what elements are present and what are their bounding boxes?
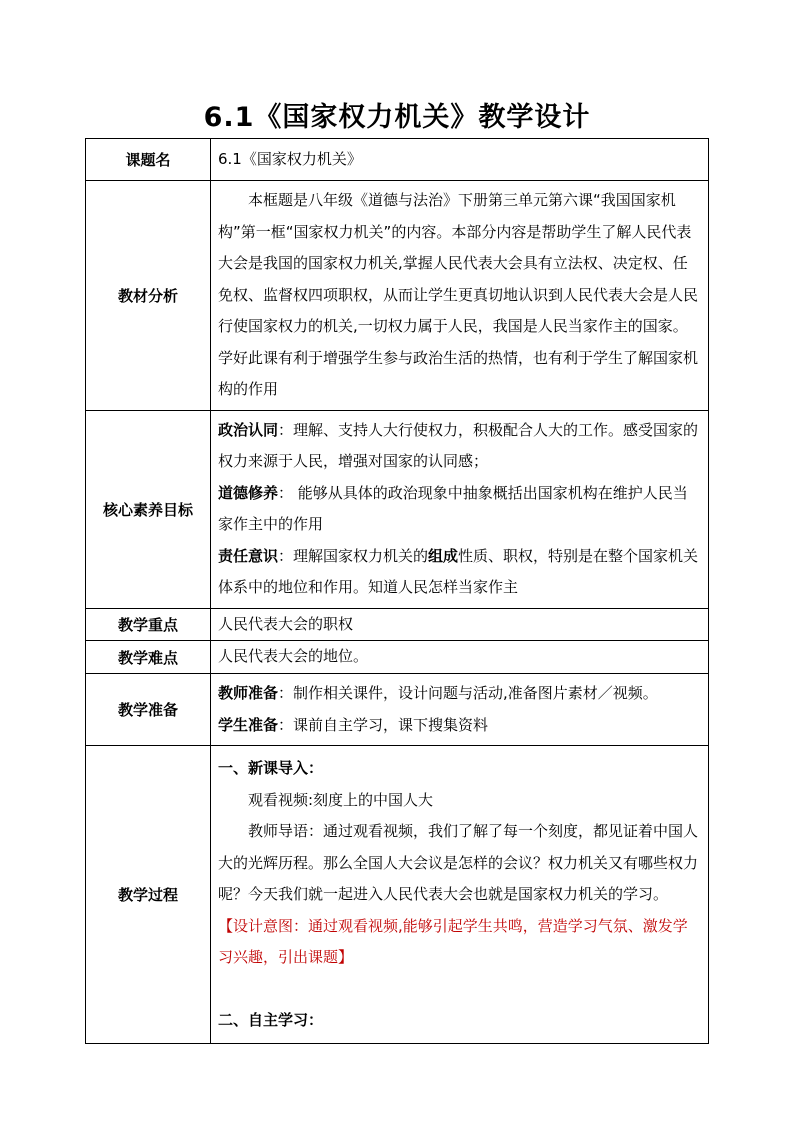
teacher-intro-text: 教师导语：通过观看视频，我们了解了每一个刻度，都见证着中国人大的光辉历程。那么全国人大会议是怎样的会议？权力机关又有哪些权力呢？今天我们就一起进入人民代表大会也就是国家权力机关的学习。 (218, 822, 699, 903)
goal-text: ：理解、支持人大行使权力，积极配合人大的工作。感受国家的权力来源于人民，增强对国家的认同感； (218, 420, 699, 470)
teacher-preparation (218, 678, 701, 710)
goal-text-emphasis: 组成 (428, 546, 459, 565)
preparation-content (211, 674, 709, 746)
table-row-topic (86, 139, 709, 181)
lesson-plan-table (85, 138, 709, 1044)
topic-value: 6.1《国家权力机关》 (211, 139, 709, 181)
table-row-textbook-analysis (86, 181, 709, 411)
row-label-preparation: 教学准备 (86, 674, 211, 746)
page-title: 6.1《国家权力机关》教学设计 (203, 102, 591, 133)
preparation-text: ：制作相关课件，设计问题与活动,准备图片素材／视频。 (278, 684, 658, 702)
goal-political-identity (218, 415, 701, 478)
row-label-key-point: 教学重点 (86, 608, 211, 641)
table-row-key-point (86, 608, 709, 641)
section-heading-intro: 一、新课导入： (218, 759, 324, 777)
table-row-difficulty (86, 641, 709, 674)
row-label-topic: 课题名 (86, 139, 211, 181)
goal-text: 性质、职权，特别是在整个国家机关体系中的地位和作用。知道人民怎样当家作主 (218, 546, 699, 596)
goal-text: ：理解国家权力机关的 (278, 546, 429, 565)
goal-heading: 道德修养 (218, 483, 279, 502)
table-row-process (86, 746, 709, 1044)
goal-heading: 责任意识 (218, 546, 279, 565)
row-label-textbook-analysis: 教材分析 (86, 181, 211, 411)
row-label-difficulty: 教学难点 (86, 641, 211, 674)
row-label-core-goals: 核心素养目标 (86, 410, 211, 608)
goal-responsibility (218, 541, 701, 604)
goal-text: ： 能够从具体的政治现象中抽象概括出国家机构在维护人民当家作主中的作用 (218, 483, 688, 533)
student-preparation (218, 710, 701, 742)
preparation-heading: 教师准备 (218, 684, 279, 702)
table-row-core-goals (86, 410, 709, 608)
blank-line (218, 974, 701, 1005)
preparation-text: ：课前自主学习，课下搜集资料 (278, 715, 489, 734)
row-label-process: 教学过程 (86, 746, 211, 1044)
core-goals-content (211, 410, 709, 608)
difficulty-text: 人民代表大会的地位。 (211, 641, 709, 674)
watch-video-text: 观看视频:刻度上的中国人大 (248, 790, 434, 809)
preparation-heading: 学生准备 (218, 715, 279, 734)
process-content (211, 746, 709, 1044)
goal-heading: 政治认同 (218, 420, 279, 439)
table-row-preparation (86, 674, 709, 746)
textbook-analysis-text (211, 181, 709, 411)
textbook-analysis-paragraph: 本框题是八年级《道德与法治》下册第三单元第六课“我国国家机构”第一框“国家权力机关”的内容。本部分内容是帮助学生了解人民代表大会是我国的国家权力机关,掌握人民代表大会具有立法权、决定权、任免权、监督权四项职权，从而让学生更真切地认识到人民代表大会是人民行使国家权力的机关,一切权力属于人民，我国是人民当家作主的国家。学好此课有利于增强学生参与政治生活的热情，也有利于学生了解国家机构的作用 (218, 191, 699, 398)
design-intent-text: 【设计意图：通过观看视频,能够引起学生共鸣，营造学习气氛、激发学习兴趣，引出课题】 (218, 916, 688, 966)
section-heading-self-study: 二、自主学习： (218, 1010, 324, 1029)
key-point-text: 人民代表大会的职权 (211, 608, 709, 641)
goal-moral-cultivation (218, 478, 701, 541)
